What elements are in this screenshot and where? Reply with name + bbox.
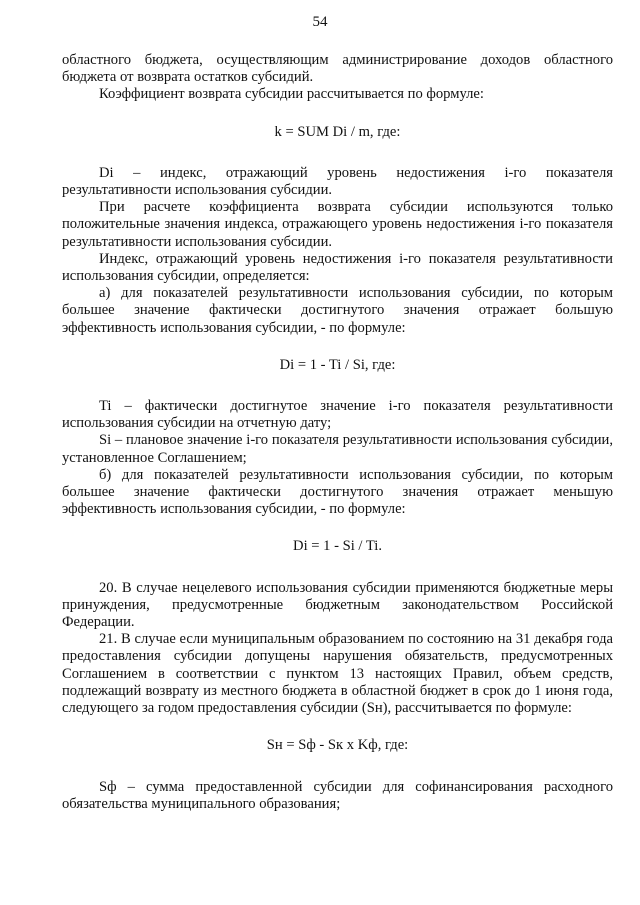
paragraph-sf-definition: Sф – сумма предоставленной субсидии для софинансирования расходного обязательства муниципального образования; <box>62 778 613 812</box>
paragraph-si-definition: Si – плановое значение i-го показателя результативности использования субсидии, установленное Соглашением; <box>62 432 613 466</box>
formula-sn: Sн = Sф - Sк x Kф, где: <box>266 737 409 754</box>
paragraph-positive-values: При расчете коэффициента возврата субсидии используются только положительные значения индекса, отражающего уровень недостижения i-го показателя результативности использования субсидии. <box>62 199 613 250</box>
paragraph-di-definition: Di – индекс, отражающий уровень недостижения i-го показателя результативности использования субсидии. <box>62 164 613 199</box>
formula-di-a: Di = 1 - Ti / Si, где: <box>279 356 396 373</box>
document-body <box>62 52 613 813</box>
paragraph-item-20: 20. В случае нецелевого использования субсидии применяются бюджетные меры принуждения, предусмотренные бюджетным законодательством Российской Федерации. <box>62 579 613 631</box>
paragraph-case-a: а) для показателей результативности использования субсидии, по которым большее значение фактически достигнутого значения отражает большую эффективность использования субсидии, - по формуле: <box>62 285 613 336</box>
paragraph-case-b: б) для показателей результативности использования субсидии, по которым большее значение фактически достигнутого значения отражает меньшую эффективность использования субсидии, - по формуле: <box>62 466 613 518</box>
paragraph-index-defined: Индекс, отражающий уровень недостижения i-го показателя результативности использования субсидии, определяется: <box>62 250 613 285</box>
paragraph-coefficient-intro: Коэффициент возврата субсидии рассчитывается по формуле: <box>99 86 484 103</box>
formula-k: k = SUM Di / m, где: <box>274 123 401 140</box>
formula-di-b: Di = 1 - Si / Ti. <box>293 538 382 555</box>
paragraph-ti-definition: Ti – фактически достигнутое значение i-го показателя результативности использования субсидии на отчетную дату; <box>62 398 613 432</box>
paragraph-budget-revenue: областного бюджета, осуществляющим администрирование доходов областного бюджета от возврата остатков субсидий. <box>62 52 613 86</box>
page-number: 54 <box>312 14 328 30</box>
paragraph-item-21: 21. В случае если муниципальным образованием по состоянию на 31 декабря года предоставления субсидии допущены нарушения обязательств, предусмотренных Соглашением в соответствии с пунктом 13 настоящих Правил, объем средств, подлежащий возврату из местного бюджета в областной бюджет в срок до 1 июня года, следующего за годом предоставления субсидии (Sн), рассчитывается по формуле: <box>62 631 613 717</box>
